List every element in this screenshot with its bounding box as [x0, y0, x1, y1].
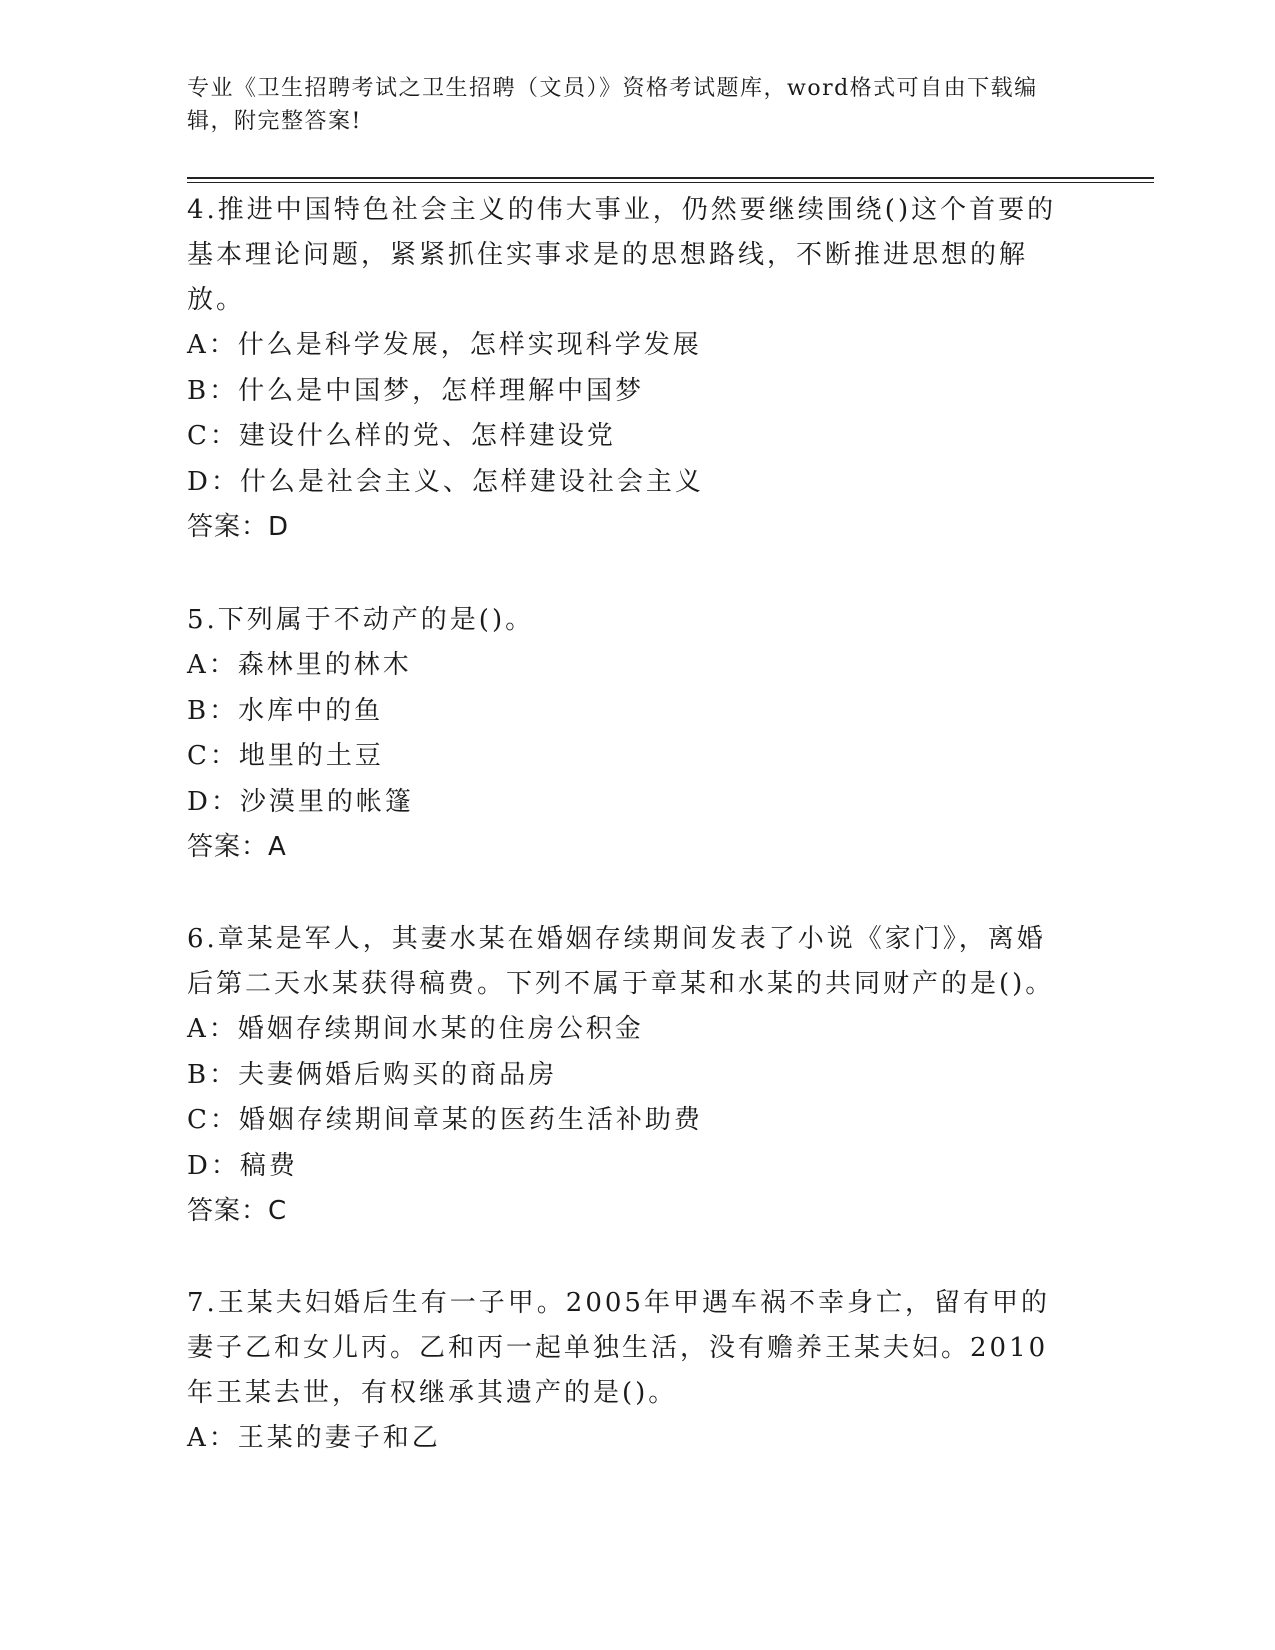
option-c: C：建设什么样的党、怎样建设党 [187, 421, 616, 451]
option-c: C：地里的土豆 [187, 741, 384, 771]
answer: 答案：A [187, 832, 287, 862]
option-c: C：婚姻存续期间章某的医药生活补助费 [187, 1105, 703, 1135]
question-stem: 7.王某夫妇婚后生有一子甲。2005年甲遇车祸不幸身亡，留有甲的妻子乙和女儿丙。乙和丙一起单独生活，没有赡养王某夫妇。2010年王某去世，有权继承其遗产的是()。 [187, 1288, 1050, 1408]
question-7 [187, 1281, 1067, 1462]
header-divider-thick [187, 177, 1154, 179]
option-b: B：水库中的鱼 [187, 695, 384, 726]
question-4 [187, 188, 1067, 551]
document-header: 专业《卫生招聘考试之卫生招聘（文员）》资格考试题库，word格式可自由下载编辑，附完整答案! [187, 76, 1038, 134]
option-a: A：森林里的林木 [187, 650, 412, 680]
answer: 答案：C [187, 1196, 288, 1226]
option-a: A：王某的妻子和乙 [187, 1423, 441, 1453]
option-a: A：婚姻存续期间水某的住房公积金 [187, 1014, 644, 1044]
question-stem: 4.推进中国特色社会主义的伟大事业，仍然要继续围绕()这个首要的基本理论问题，紧紧抓住实事求是的思想路线，不断推进思想的解放。 [187, 195, 1057, 315]
answer: 答案：D [187, 512, 290, 542]
option-d: D：什么是社会主义、怎样建设社会主义 [187, 466, 704, 497]
option-d: D：沙漠里的帐篷 [187, 786, 414, 817]
option-b: B：夫妻俩婚后购买的商品房 [187, 1059, 558, 1090]
question-5 [187, 598, 1067, 871]
question-stem: 6.章某是军人，其妻水某在婚姻存续期间发表了小说《家门》，离婚后第二天水某获得稿费。下列不属于章某和水某的共同财产的是()。 [187, 924, 1055, 999]
header-divider-thin [187, 182, 1154, 183]
question-stem: 5.下列属于不动产的是()。 [187, 605, 535, 635]
option-a: A：什么是科学发展，怎样实现科学发展 [187, 330, 702, 360]
option-d: D：稿费 [187, 1150, 298, 1181]
option-b: B：什么是中国梦，怎样理解中国梦 [187, 375, 645, 406]
question-6 [187, 917, 1067, 1235]
